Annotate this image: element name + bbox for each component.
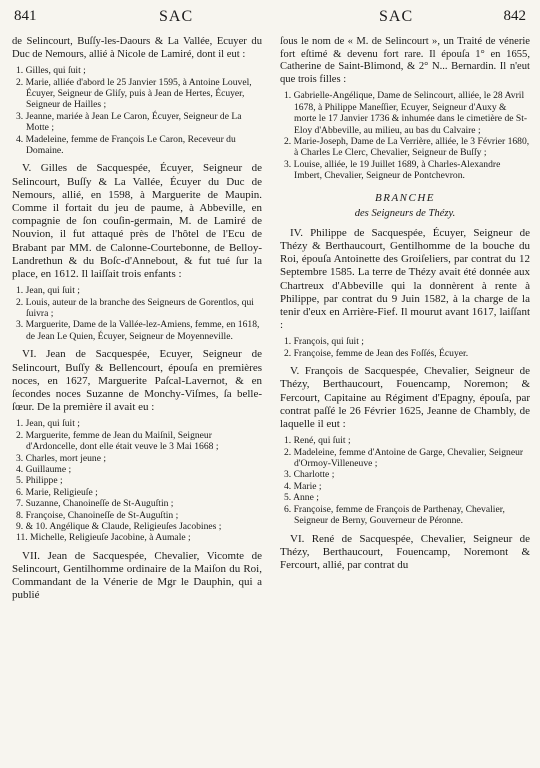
list-item: 5. Anne ; <box>284 492 319 504</box>
children-list-4 <box>280 336 530 359</box>
list-item: 7. Suzanne, Chanoineſſe de St-Auguſtin ; <box>16 498 174 510</box>
list-item: 3. Jeanne, mariée à Jean Le Caron, Écuyer, Seigneur de La Motte ; <box>16 110 242 134</box>
list-item: 2. Marie-Joseph, Dame de La Verrière, alliée, le 3 Février 1680, à Charles Le Clerc, Chevalier, Seigneur de Buſſy ; <box>284 136 530 159</box>
list-item: 9. & 10. Angélique & Claude, Religieuſes Jacobines ; <box>16 520 222 532</box>
list-item: 1. Jean, qui ſuit ; <box>16 418 80 430</box>
children-list-2 <box>12 285 262 342</box>
list-item: 3. Charles, mort jeune ; <box>16 452 107 464</box>
paragraph-degree-iv: IV. Philippe de Sacquespée, Écuyer, Seigneur de Thézy & Berthaucourt, Gentilhomme de la bouche du Roi, épouſa Antoinette des Groiſeliers, par contrat du 12 Septembre 1585. La terre de Thézy avait été donnée aux Chartreux d'Abbeville qui la donnèrent à rente à Philippe, par contrat du 9 Juin 1582, à la charge de la tenir d'eux en Arrière-Fief. Il mourut avant 1617, laiſſant : <box>280 226 530 332</box>
list-item: 5. Philippe ; <box>16 475 63 487</box>
daughters-list <box>280 90 530 181</box>
list-item: 2. Françoise, femme de Jean des Foſſés, Écuyer. <box>284 347 469 359</box>
list-item: 6. Marie, Religieuſe ; <box>16 486 98 498</box>
running-head <box>14 8 526 30</box>
list-item: 3. Marguerite, Dame de la Vallée-lez-Amiens, femme, en 1618, de Jean Le Quien, Écuyer, Seigneur de Moyenneville. <box>16 319 260 342</box>
paragraph-degree-v: V. Gilles de Sacquespée, Écuyer, Seigneur de Selincourt, Buſſy & La Vallée, Écuyer du Duc de Nemours, allié, en 1598, à Marguerite de Maupin. Comme il fortait du jeu de paume, à Abbeville, en compagnie de ſon couſin-germain, M. de Lamiré de Nouvion, il fut attaqué près de l'hôtel de l'Ecu de Brabant par MM. de Calonne-Courtebonne, de Belloy-Landrethun & du Boſc-d'Annebout, & fut tué ſur la place, en 1612. Il laiſſait trois enfants : <box>12 162 262 281</box>
children-list-3 <box>12 418 262 543</box>
paragraph-continuation: ſous le nom de « M. de Selincourt », un Traité de vénerie fort eſtimé & devenu fort rare. Il épouſa 1° en 1655, Catherine de Saint-Blimond, & 2° N... Bernardin. Il n'eut que trois filles : <box>280 36 530 85</box>
list-item: 4. Madeleine, femme de François Le Caron, Receveur du Domaine. <box>16 133 236 157</box>
page-number-right: 842 <box>503 8 526 24</box>
list-item: 2. Marie, alliée d'abord le 25 Janvier 1595, à Antoine Louvel, Écuyer, Seigneur de Gliſy, puis à Jean de Hertes, Écuyer, Seigneur de Hailles ; <box>16 76 252 111</box>
list-item: 3. Louise, alliée, le 19 Juillet 1689, à Charles-Alexandre Imbert, Chevalier, Seigneur de Pontchevron. <box>284 158 501 182</box>
page-number-left: 841 <box>14 8 37 24</box>
list-item: 6. Françoise, femme de François de Parthenay, Chevalier, Seigneur de Berny, Gouverneur de Péronne. <box>284 503 505 527</box>
list-item: 4. Marie ; <box>284 480 322 492</box>
children-list-1 <box>12 65 262 156</box>
list-item: 1. René, qui ſuit ; <box>284 435 351 447</box>
paragraph-degree-v-thezy: V. François de Sacquespée, Chevalier, Seigneur de Thézy, Berthaucourt, Fouencamp, Noremon; & Fercourt, Capitaine au Régiment d'Epagny, épouſa, par contrat paſſé le 26 Février 1625, Jeanne de Chambly, de laquelle il eut : <box>280 365 530 431</box>
list-item: 11. Michelle, Religieuſe Jacobine, à Aumale ; <box>16 532 191 544</box>
paragraph-degree-vi: VI. Jean de Sacquespée, Ecuyer, Seigneur de Selincourt, Buſſy & Bellencourt, épouſa en premières noces, en 1627, Marguerite Paſcal-Lavernot, & en ſecondes noces Suzanne de Monchy-Viſmes, ſa belle-ſœur. De la première il avait eu : <box>12 348 262 414</box>
list-item: 1. François, qui ſuit ; <box>284 336 364 348</box>
list-item: 2. Madeleine, femme d'Antoine de Garge, Chevalier, Seigneur d'Ormoy-Villeneuve ; <box>284 446 524 470</box>
children-list-5 <box>280 435 530 526</box>
list-item: 1. Gilles, qui ſuit ; <box>16 65 86 77</box>
list-item: 4. Guillaume ; <box>16 463 72 475</box>
paragraph-degree-vi-thezy: VI. René de Sacquespée, Chevalier, Seigneur de Thézy, Berthaucourt, Fouencamp, Noremont & Fercourt, allié, par contrat du <box>280 532 530 571</box>
list-item: 2. Marguerite, femme de Jean du Maiſnil, Seigneur d'Ardoncelle, dont elle était veuve le 3 Mai 1668 ; <box>16 429 219 453</box>
list-item: 1. Gabrielle-Angélique, Dame de Selincourt, alliée, le 28 Avril 1678, à Philippe Maneſſier, Ecuyer, Seigneur d'Auxy & morte le 17 Janvier 1736 & inhumée dans le cimetière de St-Eloy d'Abbeville, au milieu, au bas du Calvaire ; <box>284 90 528 136</box>
list-item: 2. Louis, auteur de la branche des Seigneurs de Gorentlos, qui ſuivra ; <box>16 296 254 320</box>
branch-heading: BRANCHE <box>375 191 435 204</box>
right-column <box>280 36 530 764</box>
running-title-right: SAC <box>379 8 414 25</box>
list-item: 3. Charlotte ; <box>284 469 335 481</box>
paragraph-intro: de Selincourt, Buſſy-les-Daours & La Vallée, Ecuyer du Duc de Nemours, allié à Nicole de Lamiré, dont il eut : <box>12 36 262 60</box>
left-column <box>12 36 262 764</box>
branch-subheading: des Seigneurs de Thézy. <box>354 208 456 220</box>
list-item: 8. Françoise, Chanoineſſe de St-Auguſtin ; <box>16 509 179 521</box>
list-item: 1. Jean, qui ſuit ; <box>16 285 80 297</box>
paragraph-degree-vii: VII. Jean de Sacquespée, Chevalier, Vicomte de Selincourt, Gentilhomme ordinaire de la Maiſon du Roi, Commandant de la Vénerie de Mgr le Dauphin, qui a publié <box>12 549 262 602</box>
running-title-left: SAC <box>159 8 194 25</box>
